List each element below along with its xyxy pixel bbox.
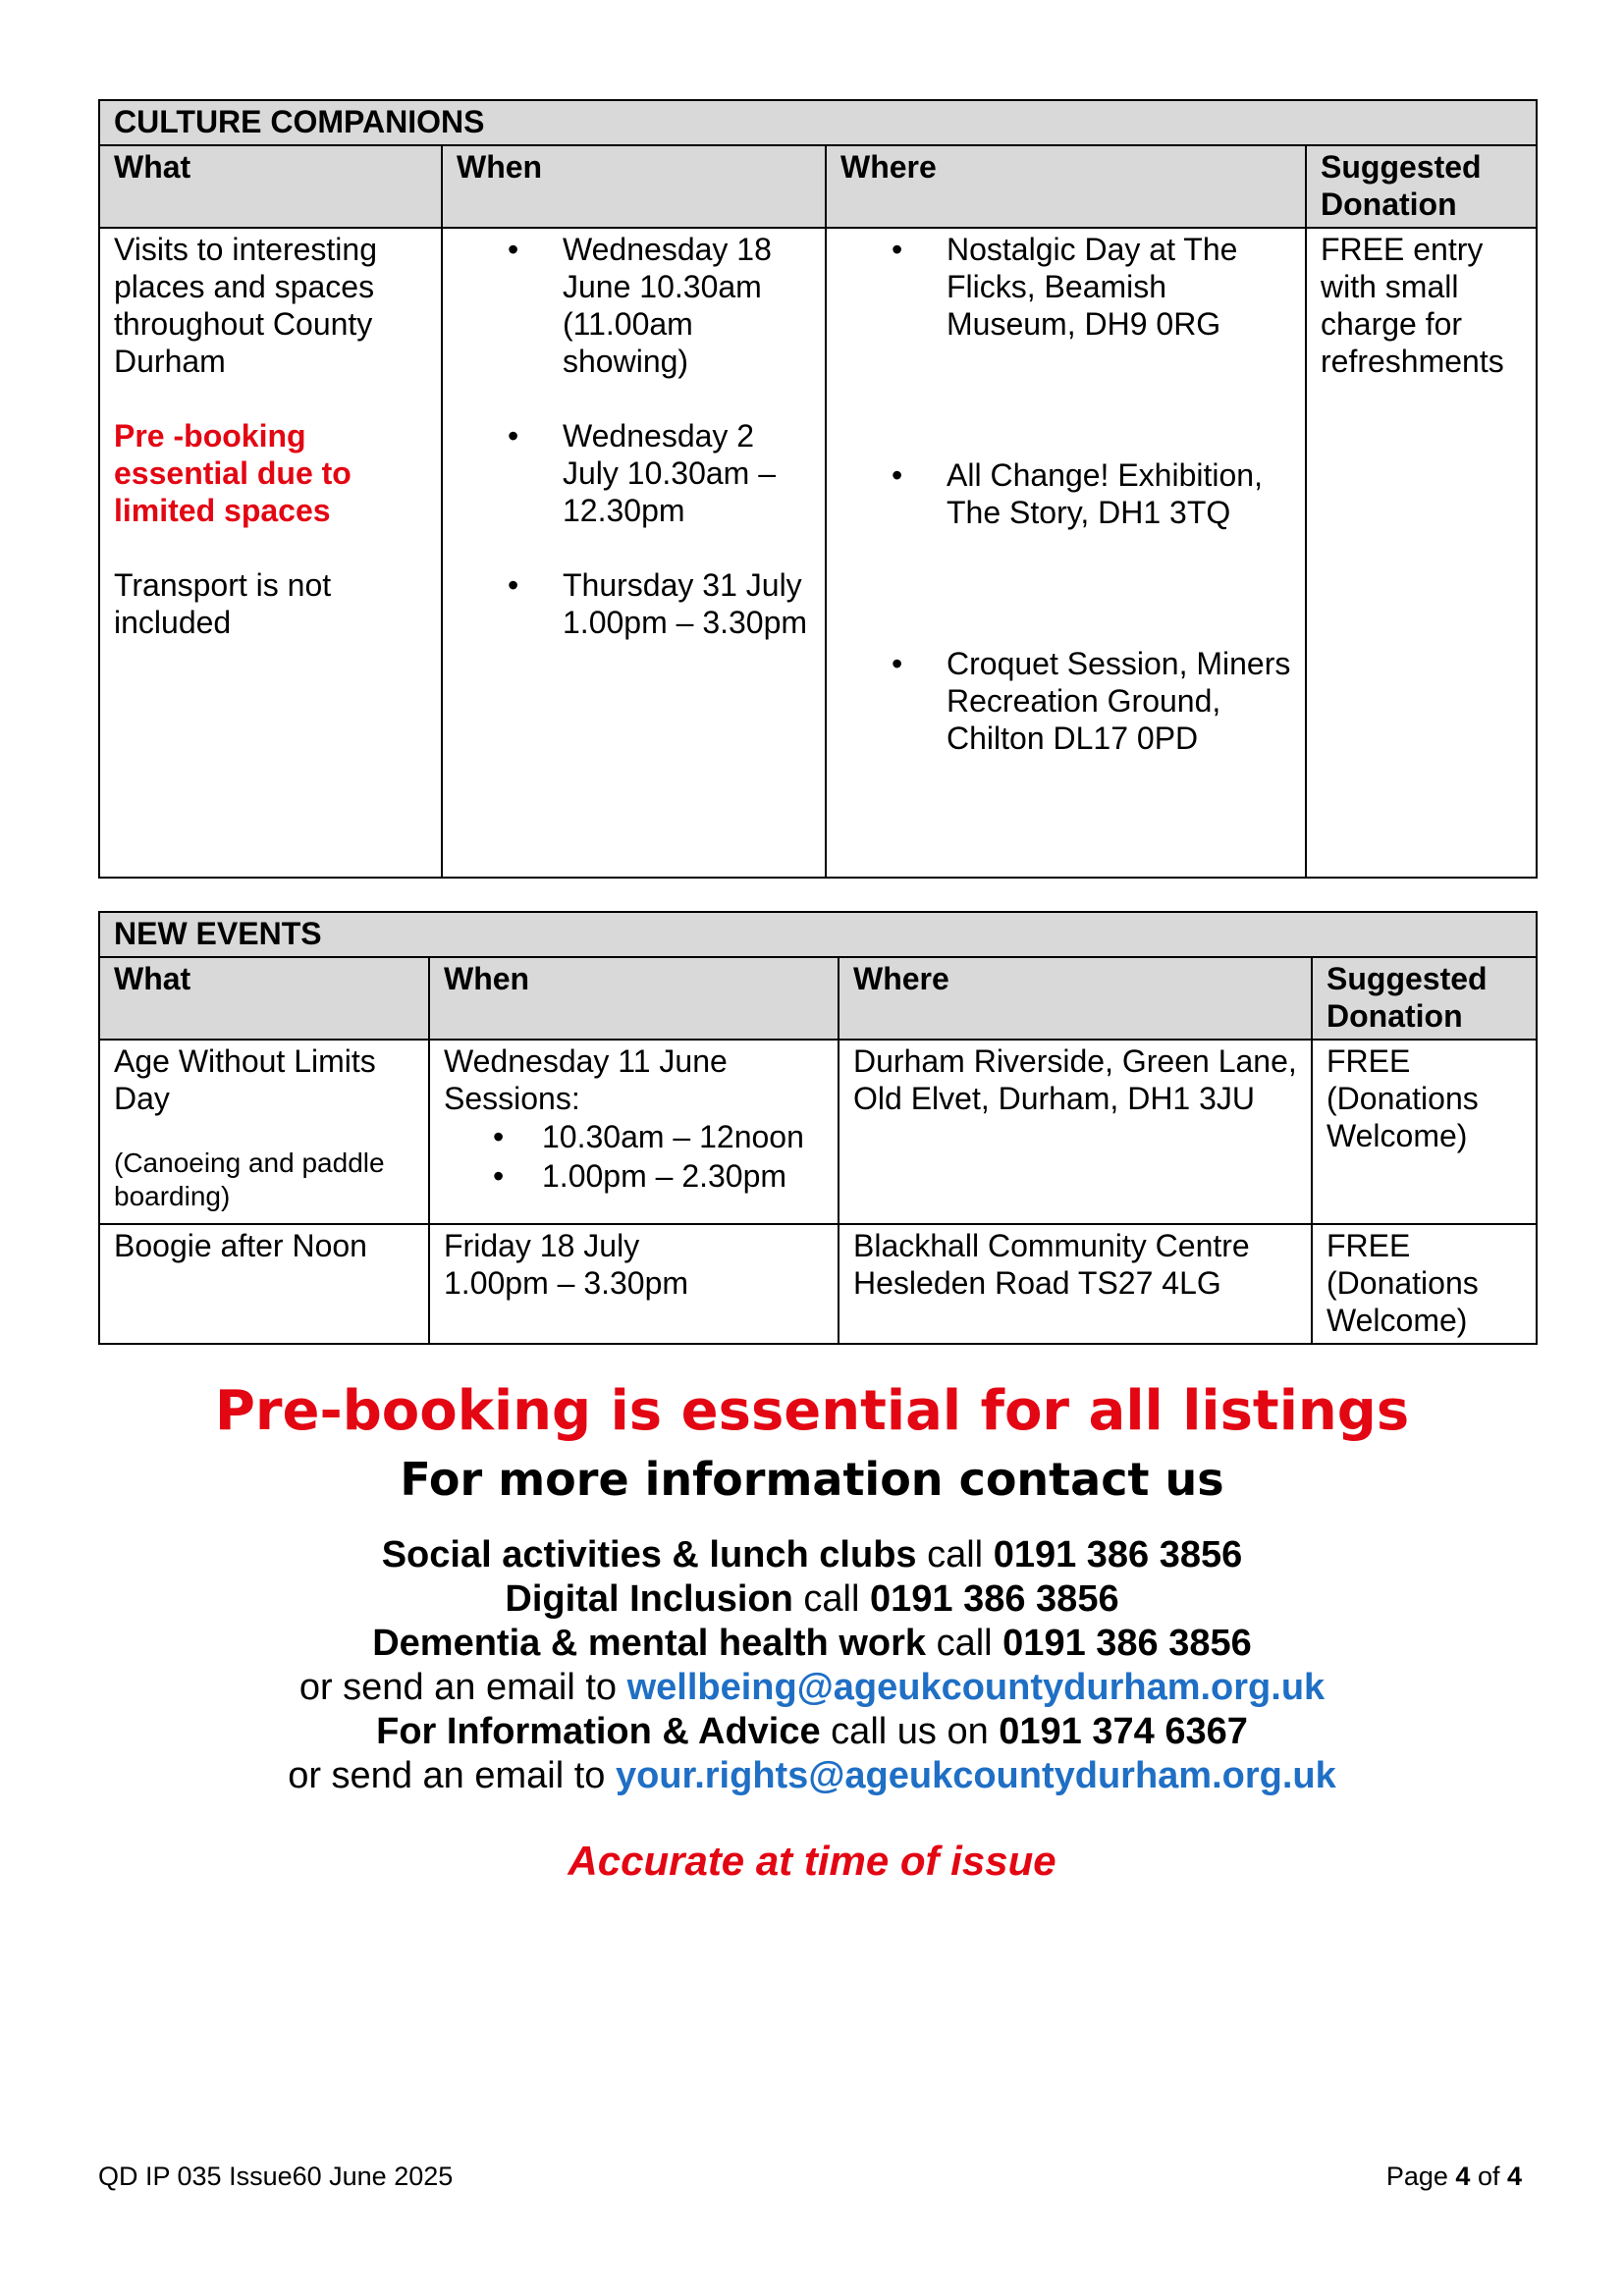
where-cell: Durham Riverside, Green Lane, Old Elvet, Durham, DH1 3JU — [839, 1040, 1312, 1224]
sessions-label: Sessions: — [444, 1081, 580, 1116]
contact-call-text: call us on — [820, 1711, 1000, 1752]
page-of: of — [1470, 2162, 1507, 2191]
contact-subheading: For more information contact us — [400, 1453, 1224, 1506]
list-item: • Wednesday 2 July 10.30am – 12.30pm — [457, 417, 811, 529]
list-item: • Nostalgic Day at The Flicks, Beamish Museum, DH9 0RG — [840, 231, 1291, 343]
column-header-row — [99, 957, 1537, 1040]
when-cell — [429, 1040, 839, 1224]
when-cell — [429, 1224, 839, 1344]
contact-line-dementia — [0, 1622, 1624, 1666]
contact-label: Dementia & mental health work — [372, 1623, 927, 1664]
page-current: 4 — [1455, 2162, 1471, 2191]
email-link-wellbeing[interactable]: wellbeing@ageukcountydurham.org.uk — [626, 1667, 1326, 1708]
contact-line-email-rights — [0, 1754, 1624, 1798]
table-row — [99, 228, 1537, 878]
column-header-when: When — [442, 145, 826, 228]
when-list — [457, 231, 811, 641]
email-link-rights[interactable]: your.rights@ageukcountydurham.org.uk — [615, 1755, 1336, 1796]
event-name: Age Without Limits Day — [114, 1043, 376, 1116]
section-title: CULTURE COMPANIONS — [99, 100, 1537, 145]
column-header-where: Where — [839, 957, 1312, 1040]
phone-number: 0191 386 3856 — [1002, 1623, 1252, 1664]
accuracy-notice: Accurate at time of issue — [568, 1838, 1056, 1884]
section-title: NEW EVENTS — [99, 912, 1537, 957]
page-total: 4 — [1506, 2162, 1522, 2191]
what-cell — [99, 228, 442, 878]
table-row — [99, 1224, 1537, 1344]
column-header-what: What — [99, 145, 442, 228]
event-date: Wednesday 11 June — [444, 1043, 728, 1079]
column-header-what: What — [99, 957, 429, 1040]
contact-label: Digital Inclusion — [505, 1578, 793, 1620]
phone-number: 0191 374 6367 — [999, 1711, 1248, 1752]
list-item: • Wednesday 18 June 10.30am (11.00am showing) — [457, 231, 811, 380]
contact-line-digital — [0, 1577, 1624, 1622]
contact-line-email-wellbeing — [0, 1666, 1624, 1710]
phone-number: 0191 386 3856 — [993, 1534, 1243, 1575]
list-item: • 1.00pm – 2.30pm — [444, 1156, 824, 1196]
section-title-row — [99, 100, 1537, 145]
new-events-table — [98, 911, 1538, 1345]
what-description: Visits to interesting places and spaces throughout County Durham — [114, 232, 377, 379]
page-prefix: Page — [1385, 2162, 1456, 2191]
contact-call-text: call — [926, 1623, 1003, 1664]
table-row — [99, 1040, 1537, 1224]
column-header-donation: Suggested Donation — [1306, 145, 1537, 228]
venue-address: Hesleden Road TS27 4LG — [853, 1265, 1221, 1301]
section-title-row — [99, 912, 1537, 957]
email-prefix: or send an email to — [298, 1667, 627, 1708]
venue-name: Blackhall Community Centre — [853, 1228, 1250, 1263]
list-item: • Croquet Session, Miners Recreation Ground, Chilton DL17 0PD — [840, 645, 1291, 757]
list-item: • 10.30am – 12noon — [444, 1117, 824, 1156]
column-header-donation: Suggested Donation — [1312, 957, 1537, 1040]
event-name: Boogie after Noon — [114, 1228, 367, 1263]
what-cell — [99, 1040, 429, 1224]
contact-label: Social activities & lunch clubs — [381, 1534, 917, 1575]
contact-line-social — [0, 1533, 1624, 1577]
contact-line-info — [0, 1710, 1624, 1754]
phone-number: 0191 386 3856 — [870, 1578, 1119, 1620]
list-item: • All Change! Exhibition, The Story, DH1 3TQ — [840, 456, 1291, 531]
contact-label: For Information & Advice — [376, 1711, 821, 1752]
list-item: • Thursday 31 July 1.00pm – 3.30pm — [457, 566, 811, 641]
donation-cell: FREE (Donations Welcome) — [1312, 1224, 1537, 1344]
event-date: Friday 18 July — [444, 1228, 640, 1263]
contact-call-text: call — [916, 1534, 994, 1575]
where-cell — [839, 1224, 1312, 1344]
contact-details — [0, 1533, 1624, 1798]
donation-cell: FREE entry with small charge for refreshments — [1306, 228, 1537, 878]
where-list — [840, 231, 1291, 757]
sessions-list — [444, 1117, 824, 1196]
page-number — [1386, 2162, 1522, 2192]
email-prefix: or send an email to — [288, 1755, 616, 1796]
column-header-row — [99, 145, 1537, 228]
prebooking-notice: Pre -booking essential due to limited spaces — [114, 418, 352, 528]
column-header-where: Where — [826, 145, 1306, 228]
document-reference: QD IP 035 Issue60 June 2025 — [98, 2162, 454, 2191]
event-note: (Canoeing and paddle boarding) — [114, 1148, 385, 1211]
donation-cell: FREE (Donations Welcome) — [1312, 1040, 1537, 1224]
event-time: 1.00pm – 3.30pm — [444, 1265, 689, 1301]
contact-call-text: call — [792, 1578, 870, 1620]
transport-note: Transport is not included — [114, 567, 332, 640]
when-cell — [442, 228, 826, 878]
where-cell — [826, 228, 1306, 878]
prebooking-heading: Pre-booking is essential for all listings — [214, 1379, 1410, 1443]
culture-companions-table — [98, 99, 1538, 879]
what-cell — [99, 1224, 429, 1344]
column-header-when: When — [429, 957, 839, 1040]
